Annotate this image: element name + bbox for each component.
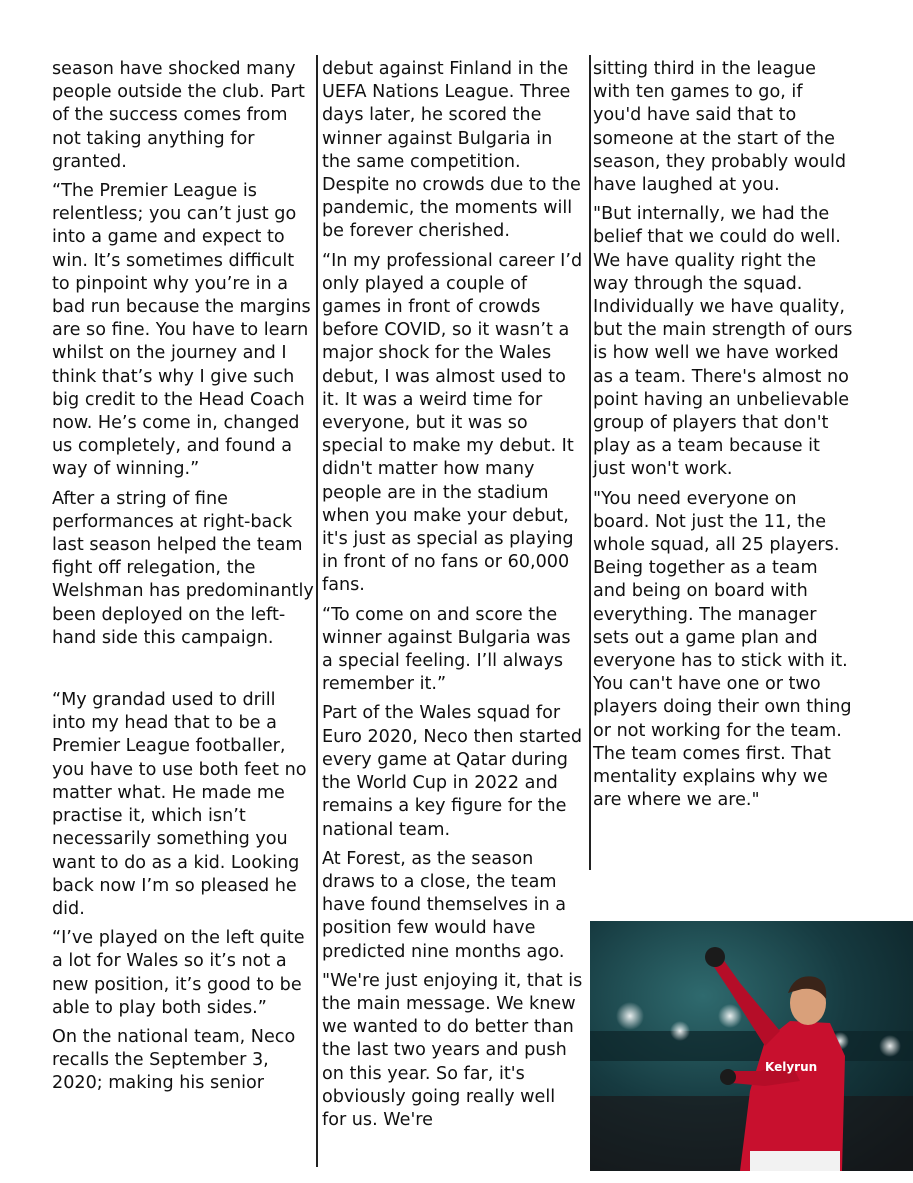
column-divider: [589, 55, 591, 870]
article-column-1: [52, 58, 314, 1102]
paragraph: sitting third in the league with ten games to go, if you'd have said that to someone at the start of the season, they probably would have laughed at you.: [593, 59, 847, 196]
player-celebration-photo: [590, 921, 913, 1171]
photo-illustration: [590, 921, 913, 1171]
paragraph: After a string of fine performances at right-back last season helped the team fight off relegation, the Welshman has predominantly been deployed on the left-hand side this campaign.: [52, 488, 314, 648]
paragraph: "We're just enjoying it, that is the main message. We knew we wanted to do better than the last two years and push on this year. So far, it's obviously going really well for us. We're: [322, 970, 583, 1130]
paragraph: debut against Finland in the UEFA Nations League. Three days later, he scored the winner against Bulgaria in the same competition. Despite no crowds due to the pandemic, the moments will be forever cherished.: [322, 59, 581, 242]
paragraph: “My grandad used to drill into my head that to be a Premier League footballer, you have to use both feet no matter what. He made me practise it, which isn’t necessarily something you want to do as a kid. Looking back now I’m so pleased he did.: [52, 690, 307, 919]
paragraph: Part of the Wales squad for Euro 2020, Neco then started every game at Qatar during the World Cup in 2022 and remains a key figure for the national team.: [322, 703, 583, 840]
article-column-3: [593, 58, 855, 819]
paragraph: season have shocked many people outside the club. Part of the success comes from not taking anything for granted.: [52, 59, 305, 172]
paragraph: "But internally, we had the belief that we could do well. We have quality right the way through the squad. Individually we have quality, but the main strength of ours is how well we have worked as a team. There's almost no point having an unbelievable group of players that don't play as a team because it just won't work.: [593, 204, 853, 480]
paragraph: “I’ve played on the left quite a lot for Wales so it’s not a new position, it’s good to be able to play both sides.”: [52, 928, 305, 1018]
paragraph: "You need everyone on board. Not just the 11, the whole squad, all 25 players. Being together as a team and being on board with everything. The manager sets out a game plan and everyone has to stick with it. You can't have one or two players doing their own thing or not working for the team. The team comes first. That mentality explains why we are where we are.": [593, 488, 852, 811]
paragraph: “In my professional career I’d only played a couple of games in front of crowds before COVID, so it wasn’t a major shock for the Wales debut, I was almost used to it. It was a weird time for everyone, but it was so special to make my debut. It didn't matter how many people are in the stadium when you make your debut, it's just as special as playing in front of no fans or 60,000 fans.: [322, 250, 583, 596]
article-column-2: [322, 58, 584, 1138]
paragraph: “To come on and score the winner against Bulgaria was a special feeling. I’ll always remember it.”: [322, 604, 571, 695]
shirt-sponsor-text: Kelyrun: [765, 1060, 818, 1074]
paragraph: On the national team, Neco recalls the September 3, 2020; making his senior: [52, 1026, 296, 1094]
paragraph: At Forest, as the season draws to a close, the team have found themselves in a position few would have predicted nine months ago.: [322, 848, 567, 962]
paragraph: “The Premier League is relentless; you can’t just go into a game and expect to win. It’s sometimes difficult to pinpoint why you’re in a bad run because the margins are so fine. You have to learn whilst on the journey and I think that’s why I give such big credit to the Head Coach now. He’s come in, changed us completely, and found a way of winning.”: [52, 181, 311, 480]
column-divider: [316, 55, 318, 1167]
